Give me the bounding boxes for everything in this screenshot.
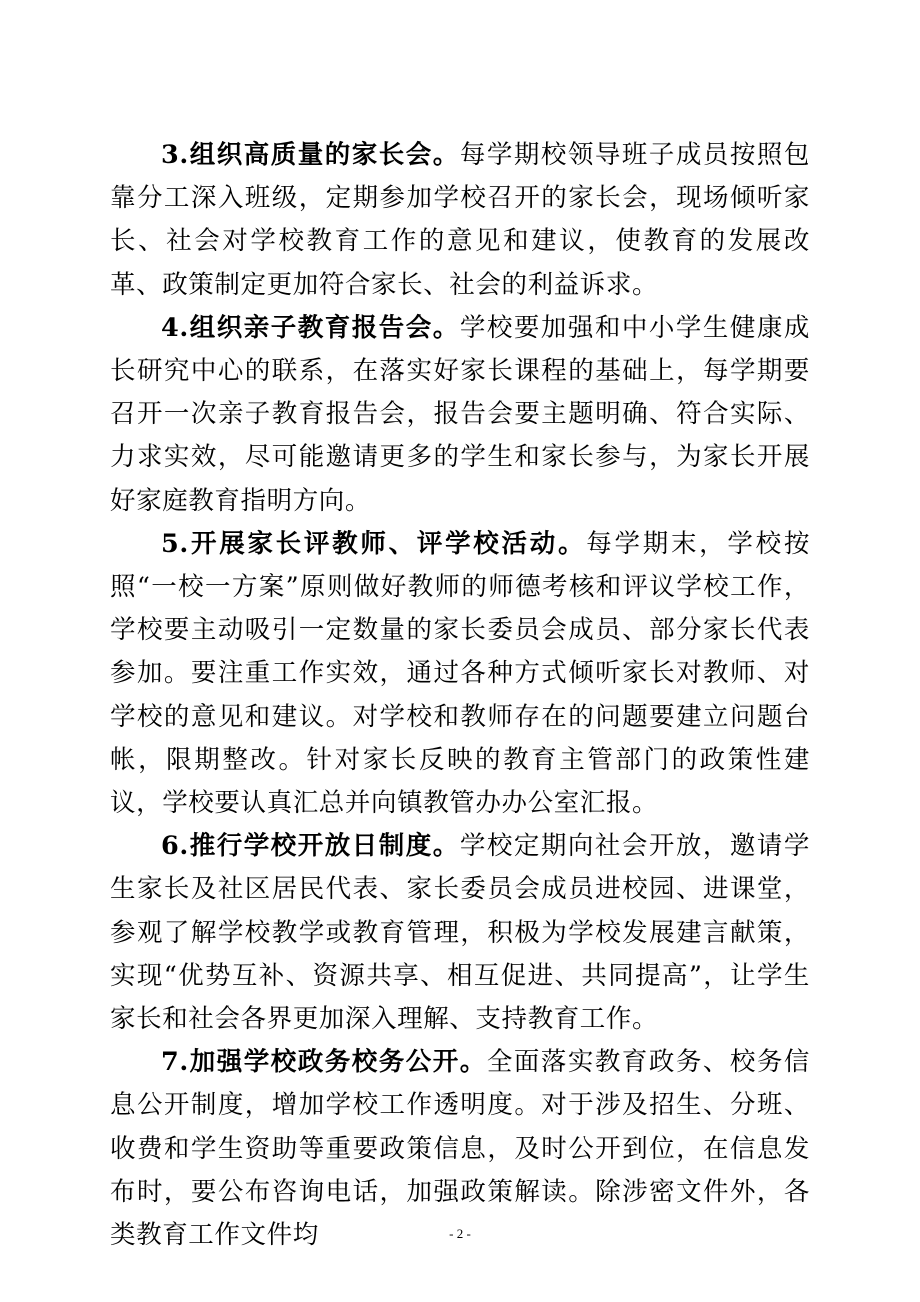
paragraph-heading: 7.加强学校政务校务公开。 (161, 1047, 487, 1078)
paragraph-body: 每学期末，学校按照“一校一方案”原则做好教师的师德考核和评议学校工作，学校要主动吸引一定数量的家长委员会成员、部分家长代表参加。要注重工作实效，通过各种方式倾听家长对教师、对学校的意见和建议。对学校和教师存在的问题要建立问题台帐，限期整改。针对家长反映的教育主管部门的政策性建议，学校要认真汇总并向镇教管办办公室汇报。 (110, 528, 810, 819)
paragraph-6 (110, 825, 810, 1041)
paragraph-heading: 5.开展家长评教师、评学校活动。 (161, 528, 587, 559)
paragraph-heading: 6.推行学校开放日制度。 (161, 831, 460, 862)
paragraph-5 (110, 523, 810, 825)
paragraph-heading: 3.组织高质量的家长会。 (161, 140, 460, 170)
paragraph-3 (110, 134, 810, 307)
paragraph-body: 学校要加强和中小学生健康成长研究中心的联系，在落实好家长课程的基础上，每学期要召开一次亲子教育报告会，报告会要主题明确、符合实际、力求实效，尽可能邀请更多的学生和家长参与，为家长开展好家庭教育指明方向。 (110, 312, 810, 516)
paragraph-body: 全面落实教育政务、校务信息公开制度，增加学校工作透明度。对于涉及招生、分班、收费和学生资助等重要政策信息，及时公开到位，在信息发布时，要公布咨询电话，加强政策解读。除涉密文件外，各类教育工作文件均 (110, 1047, 810, 1251)
paragraph-4 (110, 307, 810, 523)
document-page (110, 134, 810, 1257)
paragraph-body: 学校定期向社会开放，邀请学生家长及社区居民代表、家长委员会成员进校园、进课堂，参观了解学校教学或教育管理，积极为学校发展建言献策，实现“优势互补、资源共享、相互促进、共同提高”，让学生家长和社会各界更加深入理解、支持教育工作。 (110, 831, 810, 1035)
paragraph-7 (110, 1041, 810, 1257)
page-number: - 2 - (449, 1226, 471, 1241)
paragraph-heading: 4.组织亲子教育报告会。 (161, 312, 460, 343)
paragraph-body: 每学期校领导班子成员按照包靠分工深入班级，定期参加学校召开的家长会，现场倾听家长、社会对学校教育工作的意见和建议，使教育的发展改革、政策制定更加符合家长、社会的利益诉求。 (110, 140, 810, 300)
